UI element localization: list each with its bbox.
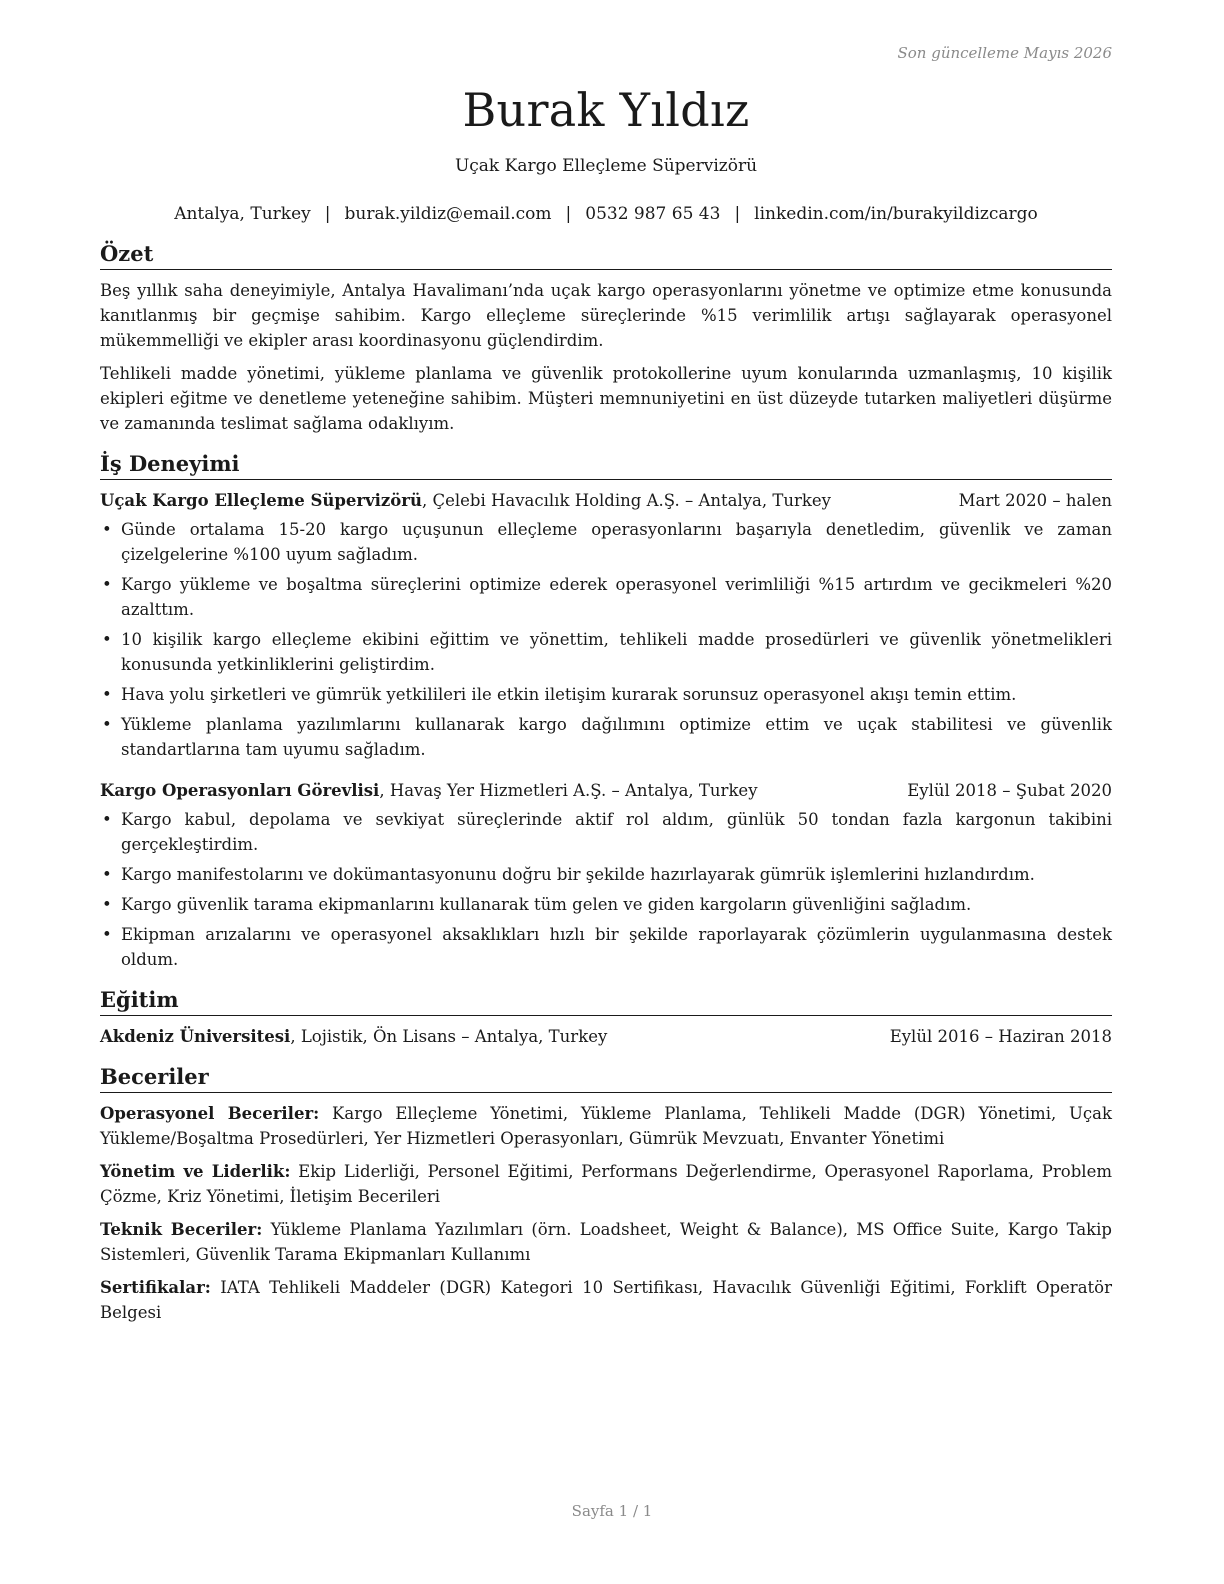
education-section [100, 986, 1112, 1049]
skill-text: Kargo Elleçleme Yönetimi, Yükleme Planlama, Tehlikeli Madde (DGR) Yönetimi, Uçak Yükleme/Boşaltma Prosedürleri, Yer Hizmetleri Operasyonları, Gümrük Mevzuatı, Envanter Yönetimi [100, 1104, 1112, 1148]
contact-linkedin[interactable]: linkedin.com/in/burakyildizcargo [754, 204, 1038, 224]
skill-text: Ekip Liderliği, Personel Eğitimi, Performans Değerlendirme, Operasyonel Raporlama, Problem Çözme, Kriz Yönetimi, İletişim Becerileri [100, 1162, 1112, 1206]
education-dates: Eylül 2016 – Haziran 2018 [889, 1027, 1112, 1046]
section-title-summary: Özet [100, 240, 1112, 270]
job-bullet: • Yükleme planlama yazılımlarını kullanarak kargo dağılımını optimize ettim ve uçak stabilitesi ve güvenlik standartlarına tam uyumu sağladım. [100, 712, 1112, 762]
experience-section [100, 450, 1112, 972]
contact-separator: | [324, 204, 331, 224]
job-bullet: • Kargo kabul, depolama ve sevkiyat süreçlerinde aktif rol aldım, günlük 50 tondan fazla kargonun takibini gerçekleştirdim. [100, 807, 1112, 857]
job-bullet: • Kargo manifestolarını ve dokümantasyonunu doğru bir şekilde hazırlayarak gümrük işlemlerini hızlandırdım. [100, 862, 1112, 887]
section-title-experience: İş Deneyimi [100, 450, 1112, 480]
job-company: , Havaş Yer Hizmetleri A.Ş. – Antalya, Turkey [379, 781, 758, 800]
job-company: , Çelebi Havacılık Holding A.Ş. – Antalya, Turkey [422, 491, 831, 510]
job-bullet: • 10 kişilik kargo elleçleme ekibini eğittim ve yönettim, tehlikeli madde prosedürleri ve güvenlik yönetmelikleri konusunda yetkinliklerini geliştirdim. [100, 627, 1112, 677]
job-bullet: • Günde ortalama 15-20 kargo uçuşunun elleçleme operasyonlarını başarıyla denetledim, güvenlik ve zaman çizelgelerine %100 uyum sağladım. [100, 517, 1112, 567]
contact-phone[interactable]: 0532 987 65 43 [585, 204, 721, 224]
skill-label: Sertifikalar: [100, 1278, 211, 1297]
education-entry [100, 1024, 1112, 1049]
job-header [100, 488, 1112, 513]
job-dates: Eylül 2018 – Şubat 2020 [907, 781, 1112, 800]
job-header [100, 778, 1112, 803]
section-title-education: Eğitim [100, 986, 1112, 1016]
contact-location: Antalya, Turkey [174, 204, 311, 224]
candidate-name: Burak Yıldız [462, 83, 750, 137]
job-dates: Mart 2020 – halen [958, 491, 1112, 510]
job-entry [100, 778, 1112, 972]
candidate-title: Uçak Kargo Elleçleme Süpervizörü [454, 156, 758, 176]
job-role: Uçak Kargo Elleçleme Süpervizörü [100, 491, 422, 510]
job-role: Kargo Operasyonları Görevlisi [100, 781, 380, 800]
skills-section [100, 1063, 1112, 1325]
summary-paragraph: Beş yıllık saha deneyimiyle, Antalya Havalimanı’nda uçak kargo operasyonlarını yönetme ve optimize etme konusunda kanıtlanmış bir geçmişe sahibim. Kargo elleçleme süreçlerinde %15 verimlilik artışı sağlayarak operasyonel mükemmelliği ve ekipler arası koordinasyonu güçlendirdim. [100, 281, 1112, 350]
job-bullet: • Hava yolu şirketleri ve gümrük yetkilileri ile etkin iletişim kurarak sorunsuz operasyonel akışı temin ettim. [100, 682, 1112, 707]
skill-label: Yönetim ve Liderlik: [100, 1162, 291, 1181]
contact-email[interactable]: burak.yildiz@email.com [344, 204, 552, 224]
skill-group [100, 1275, 1112, 1325]
resume-page [100, 40, 1112, 1325]
education-school: Akdeniz Üniversitesi [100, 1027, 291, 1046]
summary-section [100, 240, 1112, 436]
skill-text: IATA Tehlikeli Maddeler (DGR) Kategori 10 Sertifikası, Havacılık Güvenliği Eğitimi, Forklift Operatör Belgesi [100, 1278, 1112, 1322]
job-bullets [100, 517, 1112, 762]
job-entry [100, 488, 1112, 762]
skill-label: Teknik Beceriler: [100, 1220, 263, 1239]
page-number: Sayfa 1 / 1 [571, 1502, 653, 1520]
contact-separator: | [734, 204, 741, 224]
summary-paragraph: Tehlikeli madde yönetimi, yükleme planlama ve güvenlik protokollerine uyum konularında uzmanlaşmış, 10 kişilik ekipleri eğitme ve denetleme yeteneğine sahibim. Müşteri memnuniyetini en üst düzeyde tutarken maliyetleri düşürme ve zamanında teslimat sağlama odaklıyım. [100, 364, 1112, 433]
skill-group [100, 1217, 1112, 1267]
skill-text: Yükleme Planlama Yazılımları (örn. Loadsheet, Weight & Balance), MS Office Suite, Kargo Takip Sistemleri, Güvenlik Tarama Ekipmanları Kullanımı [100, 1220, 1112, 1264]
job-bullet: • Kargo yükleme ve boşaltma süreçlerini optimize ederek operasyonel verimliliği %15 artırdım ve gecikmeleri %20 azalttım. [100, 572, 1112, 622]
skill-label: Operasyonel Beceriler: [100, 1104, 320, 1123]
section-title-skills: Beceriler [100, 1063, 1112, 1093]
contact-line [100, 202, 1112, 226]
job-bullet: • Kargo güvenlik tarama ekipmanlarını kullanarak tüm gelen ve giden kargoların güvenliğini sağladım. [100, 892, 1112, 917]
job-bullet: • Ekipman arızalarını ve operasyonel aksaklıkları hızlı bir şekilde raporlayarak çözümlerin uygulanmasına destek oldum. [100, 922, 1112, 972]
education-details: , Lojistik, Ön Lisans – Antalya, Turkey [290, 1027, 608, 1046]
job-bullets [100, 807, 1112, 972]
skill-group [100, 1101, 1112, 1151]
last-updated: Son güncelleme Mayıs 2026 [897, 44, 1112, 62]
contact-separator: | [565, 204, 572, 224]
skill-group [100, 1159, 1112, 1209]
